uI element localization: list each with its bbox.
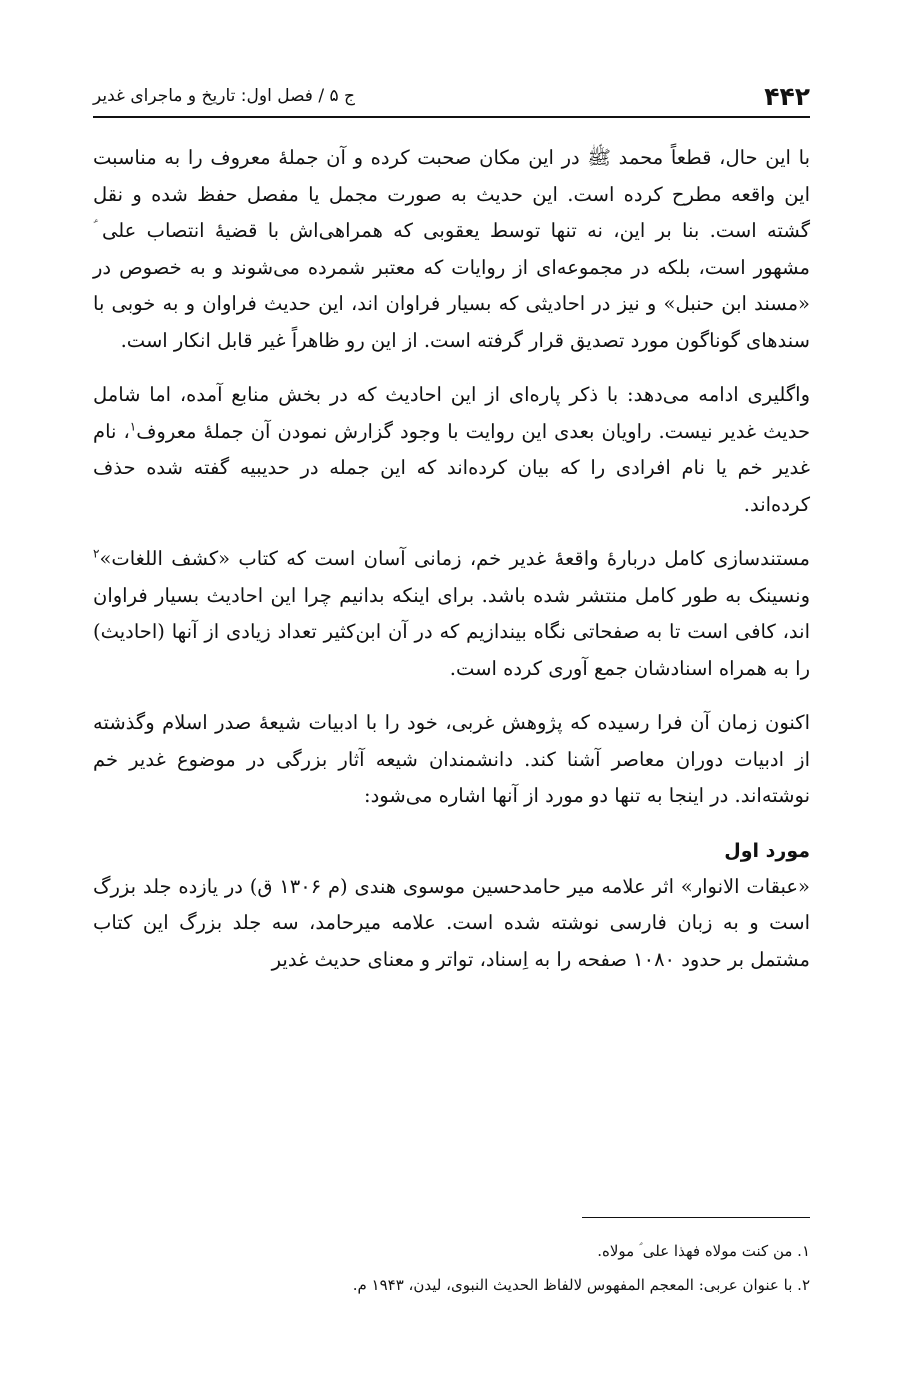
paragraph-2: [93, 377, 810, 523]
chapter-title: ج ۵ / فصل اول: تاریخ و ماجرای غدیر: [93, 86, 356, 106]
footnote-1: ۱. من کنت مولاه فهذا علی ؑ مولاه.: [597, 1242, 810, 1260]
section-heading: مورد اول: [724, 839, 810, 862]
running-head: [93, 76, 810, 118]
page-number: ۴۴۲: [764, 81, 810, 111]
paragraph-3-text-end: ونسینک به طور کامل منتشر شده باشد. برای اینکه بدانیم چرا این احادیث بسیار فراوان اند، کافی است تا به صفحاتی نگاه بیندازیم که در آن ابن‌کثیر تعداد زیادی از آنها (احادیث) را به همراه اسنادشان جمع آوری کرده است.: [93, 583, 810, 680]
footnote-marker-2[interactable]: ۲: [93, 546, 100, 561]
footnote-marker-1[interactable]: ۱: [129, 419, 137, 433]
paragraph-1: با این حال، قطعاً محمد ﷺ در این مکان صحبت کرده و آن جملهٔ معروف را به مناسبت این واقعه مطرح کرده است. این حدیث به صورت مجمل یا مفصل حفظ شده و نقل گشته است. بنا بر این، نه تنها توسط یعقوبی که همراهی‌اش با قضیهٔ انتصاب علی ؑ مشهور است، بلکه در مجموعه‌ای از روایات که معتبر شمرده می‌شوند و به خصوص در «مسند ابن حنبل» و نیز در احادیثی که بسیار فراوان اند، این حدیث فراوان و به خوبی با سندهای گوناگون مورد تصدیق قرار گرفته است. از این رو ظاهراً غیر قابل انکار است.: [93, 146, 810, 352]
footnotes: [93, 1234, 810, 1302]
footnote-2: ۲. با عنوان عربی: المعجم المفهوس لالفاظ الحدیث النبوی، لیدن، ۱۹۴۳ م.: [352, 1276, 810, 1294]
paragraph-2-text-start: واگلیری ادامه می‌دهد: با ذکر پاره‌ای از این احادیث که در بخش منابع آمده، اما شامل حدیث غدیر نیست. راویان بعدی این روایت با وجود گزارش نمودن آن جملهٔ معروف: [93, 383, 811, 443]
paragraph-3-text-start: مستندسازی کامل دربارهٔ واقعهٔ غدیر خم، زمانی آسان است که کتاب «کشف اللغات»: [99, 547, 810, 570]
section-paragraph: «عبقات الانوار» اثر علامه میر حامدحسین موسوی هندی (م ۱۳۰۶ ق) در یازده جلد بزرگ است و به زبان فارسی نوشته شده است. علامه میرحامد، سه جلد بزرگ این کتاب مشتمل بر حدود ۱۰۸۰ صفحه را به اِسناد، تواتر و معنای حدیث غدیر: [93, 874, 810, 971]
main-text: [93, 140, 810, 996]
paragraph-3: [93, 541, 810, 687]
footnote-divider: [582, 1217, 810, 1218]
paragraph-2-text-end: ، نام غدیر خم یا نام افرادی را که بیان کرده‌اند که این جمله در حدیبیه گفته شده حذف کرده‌اند.: [93, 419, 810, 516]
paragraph-4: اکنون زمان آن فرا رسیده که پژوهش غربی، خود را با ادبیات شیعهٔ صدر اسلام وگذشته از ادبیات دوران معاصر آشنا کند. دانشمندان شیعه آثار بزرگی در موضوع غدیر خم نوشته‌اند. در اینجا به تنها دو مورد از آنها اشاره می‌شود:: [93, 711, 810, 807]
